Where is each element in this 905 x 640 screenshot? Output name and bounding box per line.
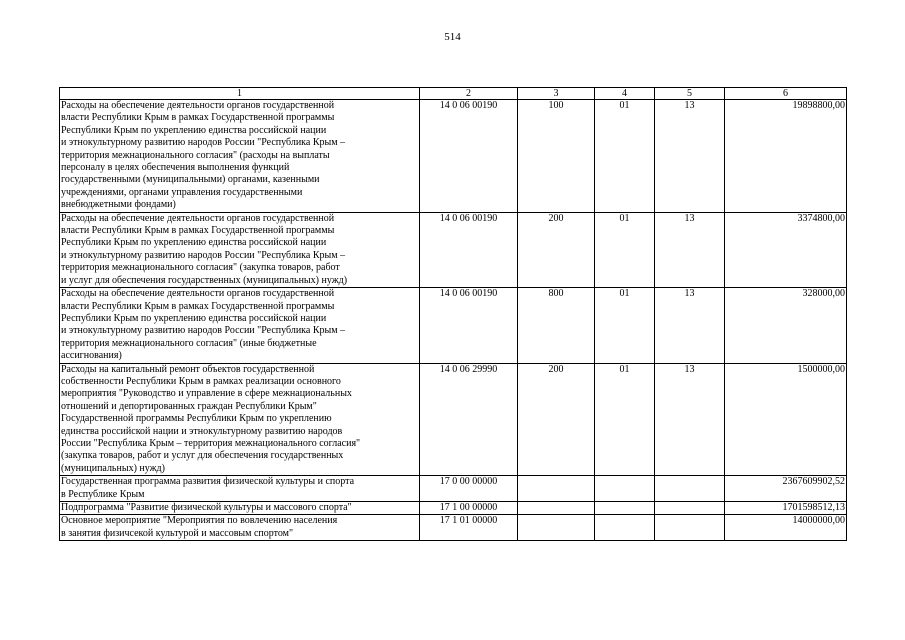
row-amount: 19898800,00 [725, 100, 847, 213]
row-subsection: 13 [655, 100, 725, 213]
row-target-article: 14 0 06 00190 [420, 100, 518, 213]
row-section: 01 [595, 212, 655, 287]
row-target-article: 14 0 06 29990 [420, 363, 518, 476]
row-section [595, 502, 655, 515]
row-amount: 3374800,00 [725, 212, 847, 287]
row-target-article: 14 0 06 00190 [420, 212, 518, 287]
row-subsection: 13 [655, 288, 725, 363]
table-row [60, 212, 847, 287]
row-section: 01 [595, 363, 655, 476]
table-row [60, 363, 847, 476]
row-amount: 1701598512,13 [725, 502, 847, 515]
row-description: Подпрограмма "Развитие физической культуры и массового спорта" [60, 502, 420, 515]
row-section: 01 [595, 100, 655, 213]
row-expense-type: 200 [518, 212, 595, 287]
page-number: 514 [444, 31, 461, 43]
row-section [595, 515, 655, 541]
row-subsection [655, 476, 725, 502]
row-description: Расходы на капитальный ремонт объектов государственной собственности Республики Крым в рамках реализации основного мероприятия "Руководство и управление в сфере межнациональных отношений и депортированных граждан Республики Крым" Государственной программы Республики Крым по укреплению единства российской нации и этнокультурному развитию народов России "Республика Крым – территория межнационального согласия" (закупка товаров, работ и услуг для обеспечения государственных (муниципальных) нужд) [60, 363, 420, 476]
table-row [60, 502, 847, 515]
row-expense-type: 200 [518, 363, 595, 476]
row-amount: 2367609902,52 [725, 476, 847, 502]
row-section: 01 [595, 288, 655, 363]
row-amount: 1500000,00 [725, 363, 847, 476]
table-row [60, 476, 847, 502]
row-description: Расходы на обеспечение деятельности органов государственной власти Республики Крым в рамках Государственной программы Республики Крым по укреплению единства российской нации и этнокультурному развитию народов России "Республика Крым – территория межнационального согласия" (расходы на выплаты персоналу в целях обеспечения выполнения функций государственными (муниципальными) органами, казенными учреждениями, органами управления государственными внебюджетными фондами) [60, 100, 420, 213]
row-description: Основное мероприятие "Мероприятия по вовлечению населения в занятия физичсекой культурой и массовым спортом" [60, 515, 420, 541]
column-header-amount: 6 [725, 88, 847, 100]
row-expense-type [518, 502, 595, 515]
table-row [60, 100, 847, 213]
budget-table [59, 87, 847, 541]
column-header-subsection: 5 [655, 88, 725, 100]
column-header-target-article: 2 [420, 88, 518, 100]
column-header-expense-type: 3 [518, 88, 595, 100]
row-description: Расходы на обеспечение деятельности органов государственной власти Республики Крым в рамках Государственной программы Республики Крым по укреплению единства российской нации и этнокультурному развитию народов России "Республика Крым – территория межнационального согласия" (закупка товаров, работ и услуг для обеспечения государственных (муниципальных) нужд) [60, 212, 420, 287]
row-subsection [655, 502, 725, 515]
row-target-article: 17 0 00 00000 [420, 476, 518, 502]
row-amount: 328000,00 [725, 288, 847, 363]
row-subsection: 13 [655, 212, 725, 287]
row-description: Расходы на обеспечение деятельности органов государственной власти Республики Крым в рамках Государственной программы Республики Крым по укреплению единства российской нации и этнокультурному развитию народов России "Республика Крым – территория межнационального согласия" (иные бюджетные ассигнования) [60, 288, 420, 363]
row-expense-type: 100 [518, 100, 595, 213]
row-expense-type: 800 [518, 288, 595, 363]
header-row [60, 88, 847, 100]
row-subsection: 13 [655, 363, 725, 476]
table-row [60, 515, 847, 541]
row-expense-type [518, 515, 595, 541]
row-subsection [655, 515, 725, 541]
row-description: Государственная программа развития физической культуры и спорта в Республике Крым [60, 476, 420, 502]
row-target-article: 17 1 01 00000 [420, 515, 518, 541]
column-header-description: 1 [60, 88, 420, 100]
row-target-article: 14 0 06 00190 [420, 288, 518, 363]
row-target-article: 17 1 00 00000 [420, 502, 518, 515]
row-expense-type [518, 476, 595, 502]
table-row [60, 288, 847, 363]
row-section [595, 476, 655, 502]
row-amount: 14000000,00 [725, 515, 847, 541]
column-header-section: 4 [595, 88, 655, 100]
